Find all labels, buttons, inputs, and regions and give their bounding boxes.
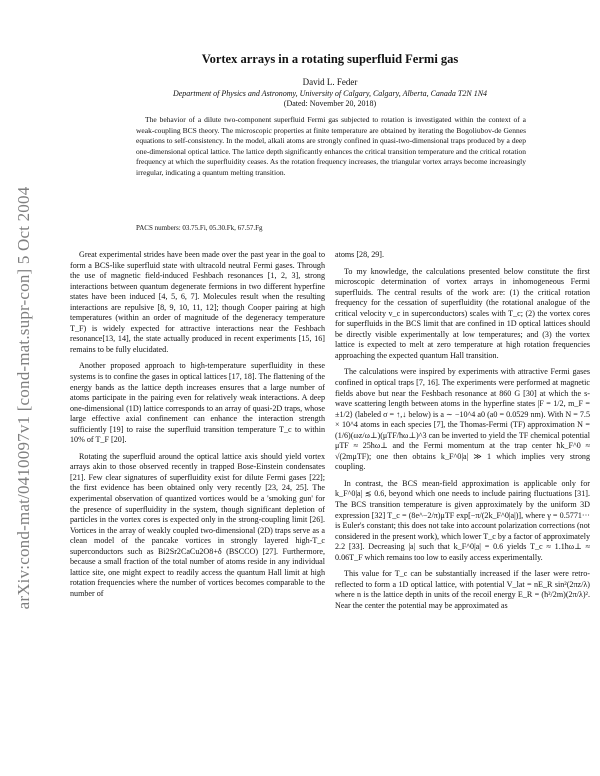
abstract-text: The behavior of a dilute two-component superfluid Fermi gas subjected to rotation is investigated within the context of a weak-coupling BCS theory. The microscopic properties at finite temperature are obtained by iterating the Bogoliubov-de Gennes equations to self-consistency. In the model, alkali atoms are strongly confined in quasi-two-dimensional traps produced by a deep one-dimensional optical lattice. The lattice depth significantly enhances the critical transition temperature and the critical rotation frequency at which the superfluidity ceases. As the rotation frequency increases, the triangular vortex arrays become increasingly irregular, indicating a quantum melting transition.	[136, 115, 526, 177]
abstract	[136, 115, 526, 179]
left-column	[70, 250, 325, 606]
paragraph: Rotating the superfluid around the optical lattice axis should yield vortex arrays akin to those observed recently in trapped Bose-Einstein condensates [21]. Few clear signatures of superfluidity exist for dilute Fermi gases [22]; the first evidence has been obtained only very recently [23, 24, 25]. The experimental observation of quantized vortices would be a 'smoking gun' for the presence of superfluidity in the system, though significant depletion of particles in the vortex cores is expected only in the strong-coupling limit [26]. Vortices in the array of weakly coupled two-dimensional (2D) traps serve as a clean model of the pancake vortices in strongly layered high-T_c superconductors such as Bi2Sr2CaCu2O8+δ (BSCCO) [27]. Furthermore, because a small fraction of the total number of atoms reside in any individual lattice site, one might expect to readily access the quantum Hall limit at high rotation frequencies where the number of vortices becomes comparable to the number of	[70, 451, 325, 598]
paragraph: This value for T_c can be substantially increased if the laser were retro-reflected to form a 1D optical lattice, with potential V_lat = nE_R sin²(2πz/λ) where n is the lattice depth in units of the recoil energy E_R = (ħ²/2m)(2π/λ)². Near the center the potential may be approximated as	[335, 569, 590, 610]
paragraph: Another proposed approach to high-temperature superfluidity in these systems is to confine the gases in optical lattices [17, 18]. The flattening of the energy bands as the lattice depth increases ensures that a large number of atoms participate in the pairing even for relatively weak interactions. A deep one-dimensional (1D) lattice corresponds to an array of quasi-2D traps, whose large effective axial confinement can enhance the interaction strength sufficiently [19] to raise the superfluid transition temperature T_c to within 10% of T_F [20].	[70, 361, 325, 445]
arxiv-identifier: arXiv:cond-mat/0410097v1 [cond-mat.supr-con] 5 Oct 2004	[14, 186, 33, 610]
paragraph: In contrast, the BCS mean-field approximation is applicable only for k_F^0|a| ≲ 0.6, beyond which one needs to include pairing fluctuations [31]. The BCS transition temperature is given approximately by the uniform 3D expression [32] T_c = (8e^−2/π)μTF exp[−π/(2k_F^0|a|)], where γ = 0.5771··· is Euler's constant; this does not take into account polarization corrections (not considered in the present work), which lower T_c by a factor of approximately 2.2 [33]. Decreasing |a| such that k_F^0|a| = 0.6 yields T_c ≈ 1.1ħω⊥ ≈ 0.06T_F which remains too low to easily access experimentally.	[335, 478, 590, 562]
paper-title: Vortex arrays in a rotating superfluid Fermi gas	[201, 52, 459, 66]
paragraph: To my knowledge, the calculations presented below constitute the first microscopic determination of vortex arrays in inhomogeneous Fermi superfluids. The central results of the work are: (1) the critical rotation frequency for the cessation of superfluidity (the rotational analogue of the critical velocity v_c in superconductors) scales with T_c; (2) the vortex cores for superfluids in the BCS limit that are confined in 1D optical lattices should be directly visible experimentally at low temperatures; and (3) the vortex lattice is expected to melt at zero temperature at high rotation frequencies approaching the expected quantum Hall transition.	[335, 266, 590, 360]
arxiv-sidebar	[6, 178, 42, 618]
paragraph: The calculations were inspired by experiments with attractive Fermi gases confined in optical traps [7, 16]. The experiments were performed at magnetic fields above but near the Feshbach resonance at 860 G [30] at which the s-wave scattering length between atoms in the hyperfine states |F = 1/2, m_F = ±1/2⟩ (labeled σ = ↑,↓ below) is a ∼ −10^4 a0 (a0 = 0.0529 nm). With N = 7.5 × 10^4 atoms in each species [7], the Thomas-Fermi (TF) approximation N = (1/6)(ωz/ω⊥)(μTF/ħω⊥)^3 can be inverted to yield the TF chemical potential μTF ≈ 25ħω⊥ and the Fermi momentum at the trap center ħk_F^0 ≈ √(2mμTF); one then obtains k_F^0|a| ≫ 1 which implies very strong coupling.	[335, 367, 590, 472]
paragraph: atoms [28, 29].	[335, 250, 385, 259]
affiliation: Department of Physics and Astronomy, University of Calgary, Calgary, Alberta, Canada T2N 1N4	[172, 89, 488, 98]
paragraph: Great experimental strides have been made over the past year in the goal to form a BCS-like superfluid state with ultracold neutral Fermi gases. Through the use of magnetic field-induced Feshbach resonances [1, 2, 3], strong interactions between quantum degenerate fermions in two different hyperfine states have been induced [4, 5, 6, 7]. Molecules result when the resulting interactions are repulsive [8, 9, 10, 11, 12]; though Cooper pairing at high temperatures (within an order of magnitude of the degeneracy temperature T_F) is widely expected for attractive interactions near the Feshbach resonance[13, 14], the state actually produced in recent experiments [15, 16] remains to be fully elucidated.	[70, 250, 325, 354]
right-column	[335, 250, 590, 618]
date-line: (Dated: November 20, 2018)	[283, 99, 377, 108]
author-name: David L. Feder	[302, 77, 358, 87]
pacs-numbers: PACS numbers: 03.75.Fi, 05.30.Fk, 67.57.Fg	[136, 224, 263, 232]
